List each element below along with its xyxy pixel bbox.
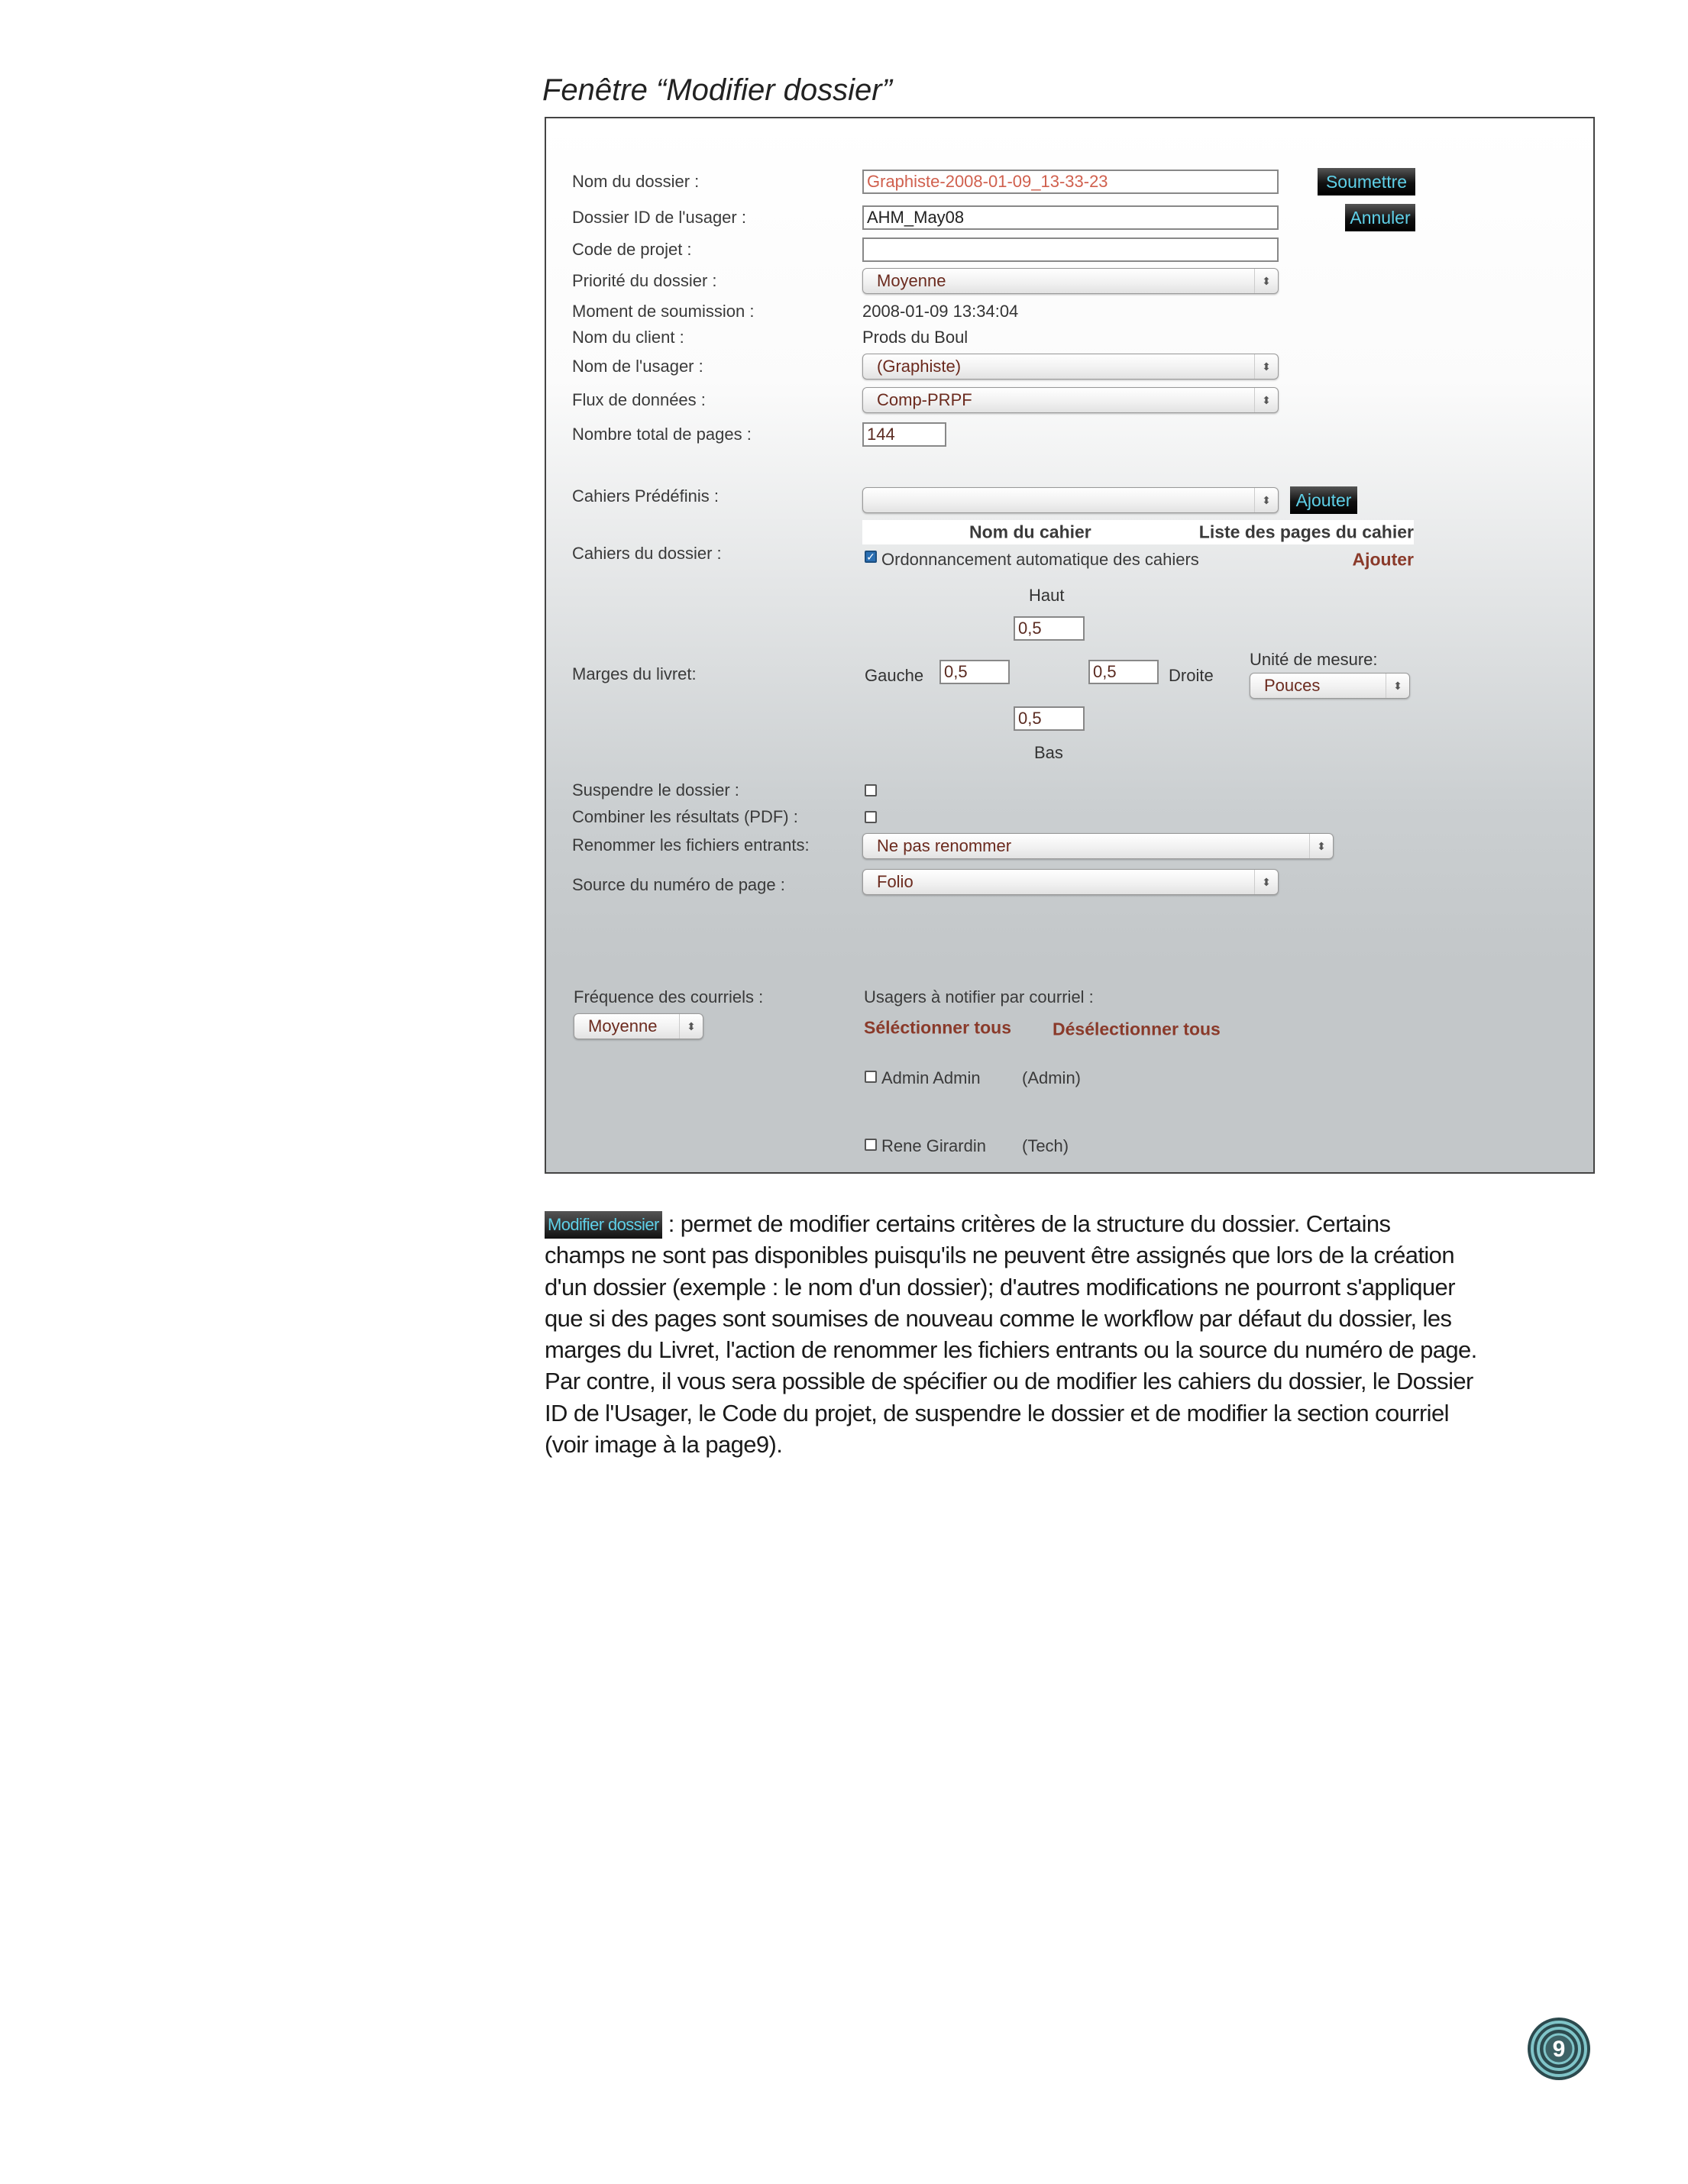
add-booklet-link[interactable]: Ajouter [1352, 549, 1414, 570]
client-name-label: Nom du client : [572, 328, 684, 347]
select-arrows-icon: ⬍ [679, 1014, 703, 1039]
description-line: que si des pages sont soumises de nouveau comme le workflow par défaut du dossier, les [545, 1304, 1452, 1332]
combine-pdf-checkbox[interactable] [865, 811, 877, 823]
auto-order-label: Ordonnancement automatique des cahiers [881, 550, 1199, 569]
rename-select[interactable] [862, 833, 1334, 859]
user-folder-id-input[interactable]: AHM_May08 [862, 205, 1279, 230]
column-booklet-pages: Liste des pages du cahier [1198, 522, 1414, 542]
user-name-value: (Graphiste) [877, 357, 962, 376]
suspend-label: Suspendre le dossier : [572, 780, 739, 800]
add-predefined-button[interactable]: Ajouter [1290, 486, 1357, 514]
description-line: champs ne sont pas disponibles puisqu'ils ne peuvent être assignés que lors de la création [545, 1242, 1454, 1269]
email-frequency-label: Fréquence des courriels : [574, 987, 764, 1006]
notify-users-label: Usagers à notifier par courriel : [864, 987, 1094, 1006]
cancel-button[interactable]: Annuler [1345, 204, 1415, 231]
data-flow-value: Comp-PRPF [877, 390, 972, 409]
modify-folder-button-image: Modifier dossier [545, 1211, 662, 1239]
page-source-value: Folio [877, 872, 914, 891]
submit-button[interactable]: Soumettre [1318, 168, 1415, 195]
margin-right-input[interactable]: 0,5 [1088, 660, 1159, 684]
description-paragraph [545, 1208, 1599, 1460]
margin-left-input[interactable]: 0,5 [939, 660, 1010, 684]
booklets-table-header [862, 520, 1414, 544]
select-arrows-icon: ⬍ [1386, 674, 1409, 698]
total-pages-input[interactable]: 144 [862, 422, 946, 447]
priority-label: Priorité du dossier : [572, 271, 717, 290]
priority-select[interactable] [862, 268, 1279, 294]
suspend-checkbox[interactable] [865, 784, 877, 796]
select-arrows-icon: ⬍ [1254, 354, 1278, 379]
description-line: d'un dossier (exemple : le nom d'un dossier); d'autres modifications ne pourront s'appliquer [545, 1273, 1455, 1300]
folder-name-label: Nom du dossier : [572, 172, 700, 191]
project-code-label: Code de projet : [572, 240, 692, 259]
select-arrows-icon: ⬍ [1254, 269, 1278, 293]
description-line: ID de l'Usager, le Code du projet, de suspendre le dossier et de modifier la section courriel [545, 1399, 1449, 1426]
margin-left-label: Gauche [865, 666, 924, 685]
user-name-label: Nom de l'usager : [572, 357, 703, 376]
submit-time-label: Moment de soumission : [572, 302, 755, 321]
notify-user-role: (Admin) [1022, 1068, 1082, 1087]
select-arrows-icon: ⬍ [1309, 834, 1333, 858]
rename-value: Ne pas renommer [877, 836, 1012, 855]
project-code-input[interactable] [862, 237, 1279, 262]
select-all-link[interactable]: Séléctionner tous [864, 1017, 1011, 1038]
margin-right-label: Droite [1169, 666, 1214, 685]
user-name-select[interactable] [862, 354, 1279, 380]
unit-select[interactable] [1250, 673, 1410, 699]
margin-bottom-input[interactable]: 0,5 [1014, 706, 1085, 731]
select-arrows-icon: ⬍ [1254, 488, 1278, 512]
description-line: (voir image à la page9). [545, 1431, 783, 1459]
priority-value: Moyenne [877, 271, 946, 290]
spiral-logo-icon [1526, 2016, 1592, 2082]
select-arrows-icon: ⬍ [1254, 870, 1278, 894]
page-number-logo [1526, 2016, 1592, 2082]
total-pages-label: Nombre total de pages : [572, 425, 752, 444]
margin-bottom-label: Bas [1034, 743, 1063, 762]
data-flow-select[interactable] [862, 387, 1279, 413]
combine-pdf-label: Combiner les résultats (PDF) : [572, 807, 798, 826]
notify-user-name: Rene Girardin [881, 1136, 986, 1155]
notify-user-checkbox[interactable] [865, 1071, 877, 1083]
description-line: marges du Livret, l'action de renommer les fichiers entrants ou la source du numéro de page. [545, 1336, 1477, 1364]
predefined-booklets-label: Cahiers Prédéfinis : [572, 486, 719, 506]
select-arrows-icon: ⬍ [1254, 388, 1278, 412]
submit-time-value: 2008-01-09 13:34:04 [862, 302, 1019, 321]
auto-order-checkbox[interactable]: ✓ [865, 551, 877, 563]
unit-value: Pouces [1264, 676, 1321, 695]
rename-label: Renommer les fichiers entrants: [572, 835, 810, 855]
page-source-select[interactable] [862, 869, 1279, 895]
margin-top-input[interactable]: 0,5 [1014, 616, 1085, 641]
margin-top-label: Haut [1029, 586, 1065, 605]
email-frequency-value: Moyenne [588, 1016, 658, 1035]
folder-name-input[interactable]: Graphiste-2008-01-09_13-33-23 [862, 170, 1279, 194]
notify-user-role: (Tech) [1022, 1136, 1069, 1155]
page-source-label: Source du numéro de page : [572, 875, 785, 894]
margins-label: Marges du livret: [572, 664, 697, 683]
data-flow-label: Flux de données : [572, 390, 706, 409]
user-folder-id-label: Dossier ID de l'usager : [572, 208, 746, 227]
notify-user-checkbox[interactable] [865, 1139, 877, 1151]
unit-label: Unité de mesure: [1250, 650, 1378, 669]
email-frequency-select[interactable] [574, 1013, 703, 1039]
deselect-all-link[interactable]: Désélectionner tous [1053, 1019, 1221, 1039]
description-line: : permet de modifier certains critères de la structure du dossier. Certains [668, 1210, 1391, 1237]
page-number: 9 [1552, 2037, 1566, 2062]
client-name-value: Prods du Boul [862, 328, 968, 347]
notify-user-name: Admin Admin [881, 1068, 981, 1087]
folder-booklets-label: Cahiers du dossier : [572, 544, 722, 563]
figure-caption: Fenêtre “Modifier dossier” [542, 73, 892, 107]
column-booklet-name: Nom du cahier [969, 522, 1091, 542]
description-line: Par contre, il vous sera possible de spécifier ou de modifier les cahiers du dossier, le Dossier [545, 1368, 1473, 1395]
predefined-booklets-select[interactable] [862, 487, 1279, 513]
